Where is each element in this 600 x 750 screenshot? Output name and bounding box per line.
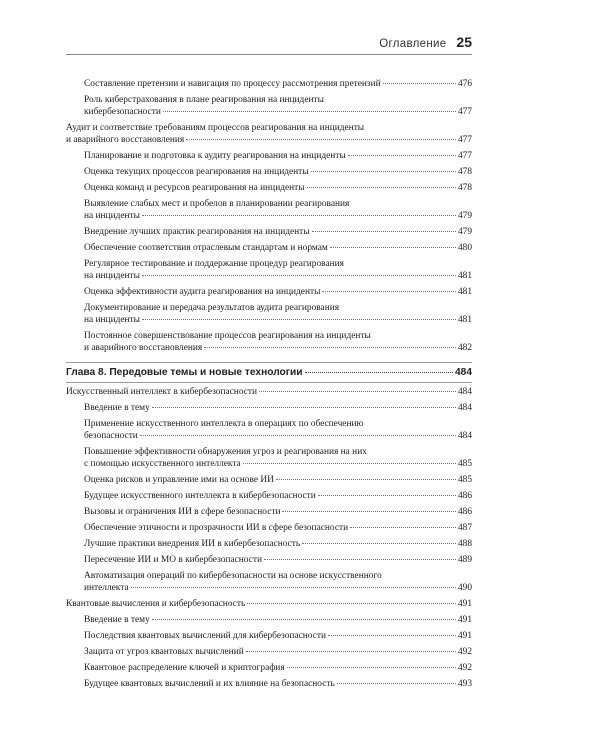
toc-page-number: 485	[457, 459, 472, 469]
leader-dots	[305, 372, 453, 373]
toc-entry-text: Оценка эффективности аудита реагирования на инциденты	[84, 287, 321, 297]
table-of-contents	[66, 78, 472, 690]
toc-page-number: 484	[457, 387, 472, 397]
toc-page-number: 477	[457, 151, 472, 161]
toc-entry-text: Повышение эффективности обнаружения угроз и реагирования на них	[84, 447, 367, 457]
leader-dots	[276, 479, 456, 480]
toc-section-entry[interactable]	[66, 386, 472, 398]
toc-entry-text: Будущее квантовых вычислений и их влияние на безопасность	[84, 679, 335, 689]
leader-dots	[140, 435, 456, 436]
toc-page-number: 485	[457, 475, 472, 485]
toc-entry-text: Искусственный интеллект в кибербезопасности	[66, 387, 258, 397]
toc-subsection-entry[interactable]	[66, 94, 472, 118]
leader-dots	[264, 559, 456, 560]
toc-subsection-entry[interactable]	[66, 258, 472, 282]
toc-entry-text: Роль киберстрахования в плане реагирования на инциденты	[84, 95, 324, 105]
toc-entry-text: Обеспечение соответствия отраслевым стандартам и нормам	[84, 243, 328, 253]
toc-entry-text: Регулярное тестирование и поддержание процедур реагирования	[84, 259, 344, 269]
toc-page-number: 493	[457, 679, 472, 689]
toc-entry-text: кибербезопасности	[84, 107, 161, 117]
toc-page-number: 492	[457, 647, 472, 657]
toc-entry-text: Составление претензии и навигация по процессу рассмотрения претензий	[84, 79, 381, 89]
toc-entry-text: Постоянное совершенствование процессов реагирования на инциденты	[84, 331, 371, 341]
leader-dots	[287, 667, 456, 668]
leader-dots	[282, 511, 455, 512]
toc-section-entry[interactable]	[66, 598, 472, 610]
toc-page-number: 480	[457, 243, 472, 253]
toc-entry-text: Документирование и передача результатов аудита реагирования	[84, 303, 340, 313]
toc-page-number: 491	[457, 631, 472, 641]
toc-page-number: 486	[457, 507, 472, 517]
toc-entry-text: Выявление слабых мест и пробелов в планировании реагирования	[84, 199, 350, 209]
toc-page-number: 476	[457, 79, 472, 89]
toc-subsection-entry[interactable]	[66, 662, 472, 674]
leader-dots	[142, 275, 456, 276]
toc-entry-text: Оценка команд и ресурсов реагирования на инциденты	[84, 183, 305, 193]
toc-subsection-entry[interactable]	[66, 630, 472, 642]
toc-entry-text: Оценка текущих процессов реагирования на инциденты	[84, 167, 309, 177]
leader-dots	[142, 319, 456, 320]
toc-page-number: 481	[457, 271, 472, 281]
toc-entry-text: Планирование и подготовка к аудиту реагирования на инциденты	[84, 151, 346, 161]
toc-subsection-entry[interactable]	[66, 522, 472, 534]
leader-dots	[322, 291, 456, 292]
toc-subsection-entry[interactable]	[66, 506, 472, 518]
toc-entry-text: на инциденты	[84, 211, 140, 221]
toc-subsection-entry[interactable]	[66, 554, 472, 566]
toc-page-number: 491	[457, 599, 472, 609]
leader-dots	[247, 603, 456, 604]
leader-dots	[243, 463, 456, 464]
toc-subsection-entry[interactable]	[66, 242, 472, 254]
toc-subsection-entry[interactable]	[66, 402, 472, 414]
toc-page-number: 490	[457, 583, 472, 593]
leader-dots	[186, 139, 456, 140]
toc-entry-text: Введение в тему	[84, 615, 150, 625]
chapter-title: Глава 8. Передовые темы и новые технологии	[66, 367, 303, 378]
toc-entry-text: Пересечение ИИ и МО в кибербезопасности	[84, 555, 262, 565]
toc-section-entry[interactable]	[66, 122, 472, 146]
toc-entry-text: Автоматизация операций по кибербезопасности на основе искусственного	[84, 571, 382, 581]
leader-dots	[348, 155, 456, 156]
toc-page-number: 484	[457, 431, 472, 441]
leader-dots	[163, 111, 456, 112]
toc-entry-text: Введение в тему	[84, 403, 150, 413]
toc-page-number: 486	[457, 491, 472, 501]
toc-entry-text: на инциденты	[84, 271, 140, 281]
toc-subsection-entry[interactable]	[66, 646, 472, 658]
toc-entry-text: безопасности	[84, 431, 138, 441]
toc-subsection-entry[interactable]	[66, 330, 472, 354]
toc-page-number: 477	[457, 107, 472, 117]
toc-entry-text: Оценка рисков и управление ими на основе ИИ	[84, 475, 274, 485]
toc-subsection-entry[interactable]	[66, 150, 472, 162]
toc-page-number: 481	[457, 315, 472, 325]
page-number: 25	[456, 34, 472, 50]
page-header	[66, 34, 472, 55]
toc-entry-text: и аварийного восстановления	[84, 343, 203, 353]
toc-entry-text: на инциденты	[84, 315, 140, 325]
toc-page-number: 488	[457, 539, 472, 549]
toc-entry-text: Внедрение лучших практик реагирования на инциденты	[84, 227, 310, 237]
toc-page-number: 491	[457, 615, 472, 625]
leader-dots	[142, 215, 456, 216]
leader-dots	[383, 83, 456, 84]
leader-dots	[152, 619, 456, 620]
toc-page-number: 482	[457, 343, 472, 353]
toc-subsection-entry[interactable]	[66, 614, 472, 626]
leader-dots	[246, 651, 456, 652]
toc-section-incident-response	[66, 78, 472, 354]
toc-entry-text: Последствия квантовых вычислений для кибербезопасности	[84, 631, 326, 641]
toc-page-number: 477	[457, 135, 472, 145]
toc-subsection-entry[interactable]	[66, 490, 472, 502]
toc-subsection-entry[interactable]	[66, 302, 472, 326]
toc-entry-text: и аварийного восстановления	[66, 135, 185, 145]
leader-dots	[259, 391, 456, 392]
toc-entry-text: Применение искусственного интеллекта в операциях по обеспечению	[84, 419, 364, 429]
toc-page-number: 478	[457, 167, 472, 177]
leader-dots	[302, 543, 456, 544]
toc-page-number: 487	[457, 523, 472, 533]
leader-dots	[312, 231, 456, 232]
toc-entry-text: Будущее искусственного интеллекта в кибербезопасности	[84, 491, 316, 501]
toc-subsection-entry[interactable]	[66, 570, 472, 594]
toc-page-number: 489	[457, 555, 472, 565]
toc-section-advanced-topics	[66, 386, 472, 690]
leader-dots	[318, 495, 456, 496]
toc-subsection-entry[interactable]	[66, 182, 472, 194]
leader-dots	[307, 187, 456, 188]
toc-entry-text: Лучшие практики внедрения ИИ в кибербезопасность	[84, 539, 301, 549]
toc-page-number: 479	[457, 211, 472, 221]
leader-dots	[330, 247, 456, 248]
leader-dots	[131, 587, 456, 588]
toc-page-number: 479	[457, 227, 472, 237]
toc-page-number: 492	[457, 663, 472, 673]
toc-entry-text: Квантовое распределение ключей и криптография	[84, 663, 285, 673]
toc-subsection-entry[interactable]	[66, 538, 472, 550]
toc-entry-text: Обеспечение этичности и прозрачности ИИ в сфере безопасности	[84, 523, 349, 533]
leader-dots	[328, 635, 456, 636]
toc-subsection-entry[interactable]	[66, 678, 472, 690]
leader-dots	[337, 683, 456, 684]
leader-dots	[350, 527, 456, 528]
toc-entry-text: Вызовы и ограничения ИИ в сфере безопасности	[84, 507, 281, 517]
toc-subsection-entry[interactable]	[66, 166, 472, 178]
toc-subsection-entry[interactable]	[66, 78, 472, 90]
toc-subsection-entry[interactable]	[66, 418, 472, 442]
chapter-heading[interactable]	[66, 362, 472, 383]
leader-dots	[152, 407, 456, 408]
toc-entry-text: Квантовые вычисления и кибербезопасность	[66, 599, 246, 609]
leader-dots	[204, 347, 456, 348]
running-title: Оглавление	[379, 38, 447, 50]
chapter-page: 484	[455, 367, 472, 378]
toc-page-number: 484	[457, 403, 472, 413]
toc-subsection-entry[interactable]	[66, 474, 472, 486]
toc-entry-text: с помощью искусственного интеллекта	[84, 459, 241, 469]
toc-subsection-entry[interactable]	[66, 446, 472, 470]
toc-page-number: 481	[457, 287, 472, 297]
toc-entry-text: Защита от угроз квантовых вычислений	[84, 647, 244, 657]
toc-subsection-entry[interactable]	[66, 286, 472, 298]
toc-page-number: 478	[457, 183, 472, 193]
toc-entry-text: Аудит и соответствие требованиям процессов реагирования на инциденты	[66, 123, 365, 133]
toc-subsection-entry[interactable]	[66, 198, 472, 222]
leader-dots	[311, 171, 456, 172]
toc-subsection-entry[interactable]	[66, 226, 472, 238]
toc-entry-text: интеллекта	[84, 583, 129, 593]
